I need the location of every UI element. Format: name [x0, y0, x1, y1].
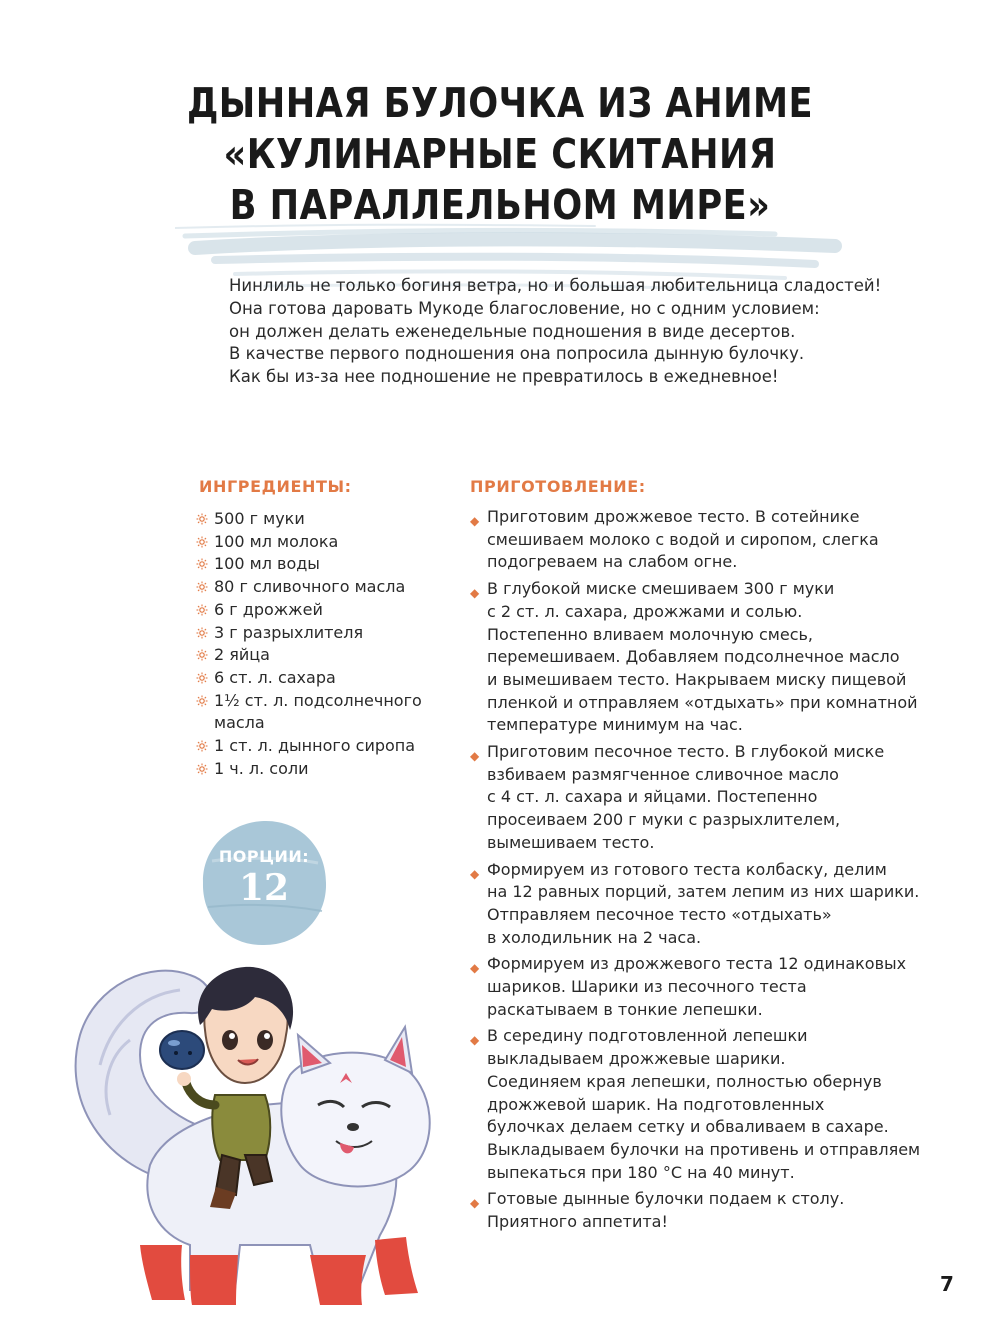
ingredient-item: [196, 667, 451, 690]
title-line-2: «КУЛИНАРНЫЕ СКИТАНИЯ: [223, 130, 777, 178]
step-text: В середину подготовленной лепешки выкладываем дрожжевые шарики. Соединяем края лепешки, полностью обернув дрожжевой шарик. На подготовленных булочках делаем сетку и обваливаем в сахаре. Выкладываем булочки на противень и отправляем выпекаться при 180 °C на 40 минут.: [487, 1026, 921, 1182]
diamond-bullet-icon: ◆: [470, 514, 480, 528]
portions-badge: [198, 817, 330, 949]
diamond-bullet-icon: ◆: [470, 866, 480, 881]
step-item: [470, 506, 930, 574]
intro-line: В качестве первого подношения она попросила дынную булочку.: [229, 344, 805, 364]
intro-line: Как бы из-за нее подношение не превратилось в ежедневное!: [229, 367, 779, 387]
step-item: [470, 578, 930, 737]
portions-value: 12: [238, 867, 290, 909]
title-block: [0, 78, 1000, 238]
page-title: [70, 78, 930, 231]
step-text: Приготовим песочное тесто. В глубокой миске взбиваем размягченное сливочное масло с 4 ст. л. сахара и яйцами. Постепенно просеиваем 200 г муки с разрыхлителем, вымешиваем тесто.: [487, 742, 885, 852]
intro-line: он должен делать еженедельные подношения в виде десертов.: [229, 321, 796, 341]
sun-bullet-icon: [196, 695, 208, 707]
sun-bullet-icon: [196, 672, 208, 684]
step-item: [470, 1025, 930, 1184]
sun-bullet-icon: [196, 581, 208, 593]
sun-bullet-icon: [196, 513, 208, 525]
step-text: Готовые дынные булочки подаем к столу. Приятного аппетита!: [487, 1189, 845, 1232]
ingredient-item: [196, 690, 451, 735]
title-line-3: В ПАРАЛЛЕЛЬНОМ МИРЕ»: [229, 181, 771, 229]
intro-paragraph: [229, 275, 909, 389]
ingredient-item: [196, 735, 451, 758]
sun-bullet-icon: [196, 627, 208, 639]
diamond-bullet-icon: ◆: [470, 1196, 480, 1211]
ingredient-item: [196, 644, 451, 667]
title-line-1: ДЫННАЯ БУЛОЧКА ИЗ АНИМЕ: [186, 79, 814, 127]
sun-bullet-icon: [196, 536, 208, 548]
ingredients-heading: ИНГРЕДИЕНТЫ:: [199, 477, 352, 496]
preparation-steps: [470, 506, 930, 1238]
ingredient-item: [196, 531, 451, 554]
step-text: В глубокой миске смешиваем 300 г муки с 2 ст. л. сахара, дрожжами и солью. Постепенно вливаем молочную смесь, перемешиваем. Добавляем подсолнечное масло и вымешиваем тесто. Накрываем миску пищевой пленкой и отправляем «отдыхать» при комнатной температуре минимум на час.: [487, 579, 918, 735]
ingredient-text: 1½ ст. л. подсолнечного масла: [214, 690, 422, 733]
intro-line: Она готова даровать Мукоде благословение, но с одним условием:: [229, 298, 820, 318]
ingredient-item: [196, 576, 451, 599]
ingredient-item: [196, 508, 451, 531]
step-text: Формируем из дрожжевого теста 12 одинаковых шариков. Шарики из песочного теста раскатываем в тонкие лепешки.: [487, 954, 907, 1019]
step-item: [470, 859, 930, 950]
ingredient-item: [196, 758, 451, 781]
sun-bullet-icon: [196, 740, 208, 752]
step-text: Формируем из готового теста колбаску, делим на 12 равных порций, затем лепим из них шарики. Отправляем песочное тесто «отдыхать» в холодильник на 2 часа.: [487, 859, 920, 947]
ingredient-text: 6 г дрожжей: [214, 599, 323, 619]
ingredient-text: 3 г разрыхлителя: [214, 622, 364, 642]
step-text: Приготовим дрожжевое тесто. В сотейнике смешиваем молоко с водой и сиропом, слегка подогреваем на слабом огне.: [487, 507, 879, 572]
page-number: 7: [940, 1272, 954, 1296]
ingredient-text: 500 г муки: [214, 509, 305, 528]
sun-bullet-icon: [196, 604, 208, 616]
diamond-bullet-icon: ◆: [470, 961, 480, 976]
ingredient-text: 100 мл воды: [214, 554, 320, 574]
ingredient-text: 1 ст. л. дынного сиропа: [214, 736, 416, 756]
intro-line: Нинлиль не только богиня ветра, но и большая любительница сладостей!: [229, 276, 882, 295]
ingredient-text: 100 мл молока: [214, 531, 339, 551]
ingredient-text: 1 ч. л. соли: [214, 758, 309, 778]
ingredient-text: 2 яйца: [214, 645, 270, 665]
boy-and-wolf-illustration: [40, 955, 450, 1325]
portions-label: ПОРЦИИ:: [218, 847, 310, 866]
preparation-heading: ПРИГОТОВЛЕНИЕ:: [470, 477, 646, 496]
ingredient-text: 80 г сливочного масла: [214, 577, 406, 597]
step-item: [470, 1188, 930, 1233]
sun-bullet-icon: [196, 649, 208, 661]
step-item: [470, 741, 930, 855]
diamond-bullet-icon: ◆: [470, 586, 480, 601]
diamond-bullet-icon: ◆: [470, 749, 480, 764]
ingredient-item: [196, 553, 451, 576]
ingredient-item: [196, 599, 451, 622]
ingredients-list: [196, 508, 451, 780]
sun-bullet-icon: [196, 763, 208, 775]
ingredient-item: [196, 622, 451, 645]
sun-bullet-icon: [196, 558, 208, 570]
step-item: [470, 953, 930, 1021]
ingredient-text: 6 ст. л. сахара: [214, 667, 336, 687]
diamond-bullet-icon: ◆: [470, 1033, 480, 1048]
